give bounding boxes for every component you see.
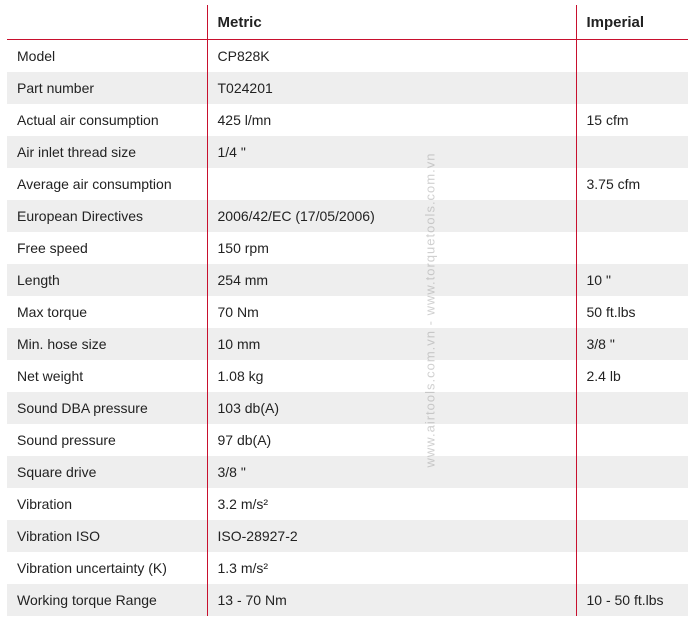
row-imperial-value — [576, 456, 688, 488]
row-label: Actual air consumption — [7, 104, 207, 136]
row-metric-value: 425 l/mn — [207, 104, 576, 136]
table-row — [7, 488, 688, 520]
table-row — [7, 584, 688, 616]
table-row — [7, 360, 688, 392]
row-label: Sound DBA pressure — [7, 392, 207, 424]
row-metric-value: T024201 — [207, 72, 576, 104]
table-row — [7, 296, 688, 328]
row-metric-value: 3.2 m/s² — [207, 488, 576, 520]
row-metric-value: 1.3 m/s² — [207, 552, 576, 584]
row-metric-value: 2006/42/EC (17/05/2006) — [207, 200, 576, 232]
row-imperial-value: 15 cfm — [576, 104, 688, 136]
row-label: Min. hose size — [7, 328, 207, 360]
table-row — [7, 232, 688, 264]
row-label: Average air consumption — [7, 168, 207, 200]
row-metric-value: 3/8 " — [207, 456, 576, 488]
row-label: Net weight — [7, 360, 207, 392]
row-imperial-value — [576, 392, 688, 424]
row-label: Free speed — [7, 232, 207, 264]
table-header-row — [7, 5, 688, 40]
watermark-text: www.airtools.com.vn - www.torquetools.com.vn — [422, 152, 438, 468]
row-label: Vibration ISO — [7, 520, 207, 552]
row-label: Vibration uncertainty (K) — [7, 552, 207, 584]
row-metric-value: 150 rpm — [207, 232, 576, 264]
row-label: Sound pressure — [7, 424, 207, 456]
row-imperial-value: 50 ft.lbs — [576, 296, 688, 328]
table-row — [7, 136, 688, 168]
row-label: Max torque — [7, 296, 207, 328]
table-row — [7, 200, 688, 232]
row-metric-value: 1/4 " — [207, 136, 576, 168]
header-metric: Metric — [207, 5, 576, 40]
header-imperial: Imperial — [576, 5, 688, 40]
row-label: Vibration — [7, 488, 207, 520]
table-row — [7, 168, 688, 200]
table-row — [7, 104, 688, 136]
header-label-column — [7, 5, 207, 40]
row-metric-value: 97 db(A) — [207, 424, 576, 456]
row-imperial-value: 2.4 lb — [576, 360, 688, 392]
row-label: Square drive — [7, 456, 207, 488]
table-row — [7, 40, 688, 73]
row-imperial-value — [576, 136, 688, 168]
row-imperial-value — [576, 40, 688, 73]
row-imperial-value — [576, 72, 688, 104]
row-imperial-value — [576, 520, 688, 552]
row-label: Part number — [7, 72, 207, 104]
row-label: Length — [7, 264, 207, 296]
row-imperial-value: 3/8 " — [576, 328, 688, 360]
row-metric-value: 10 mm — [207, 328, 576, 360]
row-label: Model — [7, 40, 207, 73]
row-metric-value: 13 - 70 Nm — [207, 584, 576, 616]
table-row — [7, 456, 688, 488]
row-imperial-value — [576, 488, 688, 520]
row-metric-value: 70 Nm — [207, 296, 576, 328]
row-label: European Directives — [7, 200, 207, 232]
row-imperial-value — [576, 200, 688, 232]
table-row — [7, 424, 688, 456]
row-label: Air inlet thread size — [7, 136, 207, 168]
table-row — [7, 392, 688, 424]
table-row — [7, 264, 688, 296]
table-row — [7, 552, 688, 584]
row-imperial-value: 3.75 cfm — [576, 168, 688, 200]
row-metric-value: 254 mm — [207, 264, 576, 296]
row-metric-value: ISO-28927-2 — [207, 520, 576, 552]
table-row — [7, 328, 688, 360]
row-label: Working torque Range — [7, 584, 207, 616]
row-imperial-value — [576, 552, 688, 584]
row-imperial-value: 10 " — [576, 264, 688, 296]
table-row — [7, 72, 688, 104]
row-metric-value: CP828K — [207, 40, 576, 73]
row-imperial-value: 10 - 50 ft.lbs — [576, 584, 688, 616]
row-metric-value: 103 db(A) — [207, 392, 576, 424]
spec-table — [7, 5, 688, 616]
row-imperial-value — [576, 232, 688, 264]
row-metric-value — [207, 168, 576, 200]
table-row — [7, 520, 688, 552]
row-metric-value: 1.08 kg — [207, 360, 576, 392]
row-imperial-value — [576, 424, 688, 456]
